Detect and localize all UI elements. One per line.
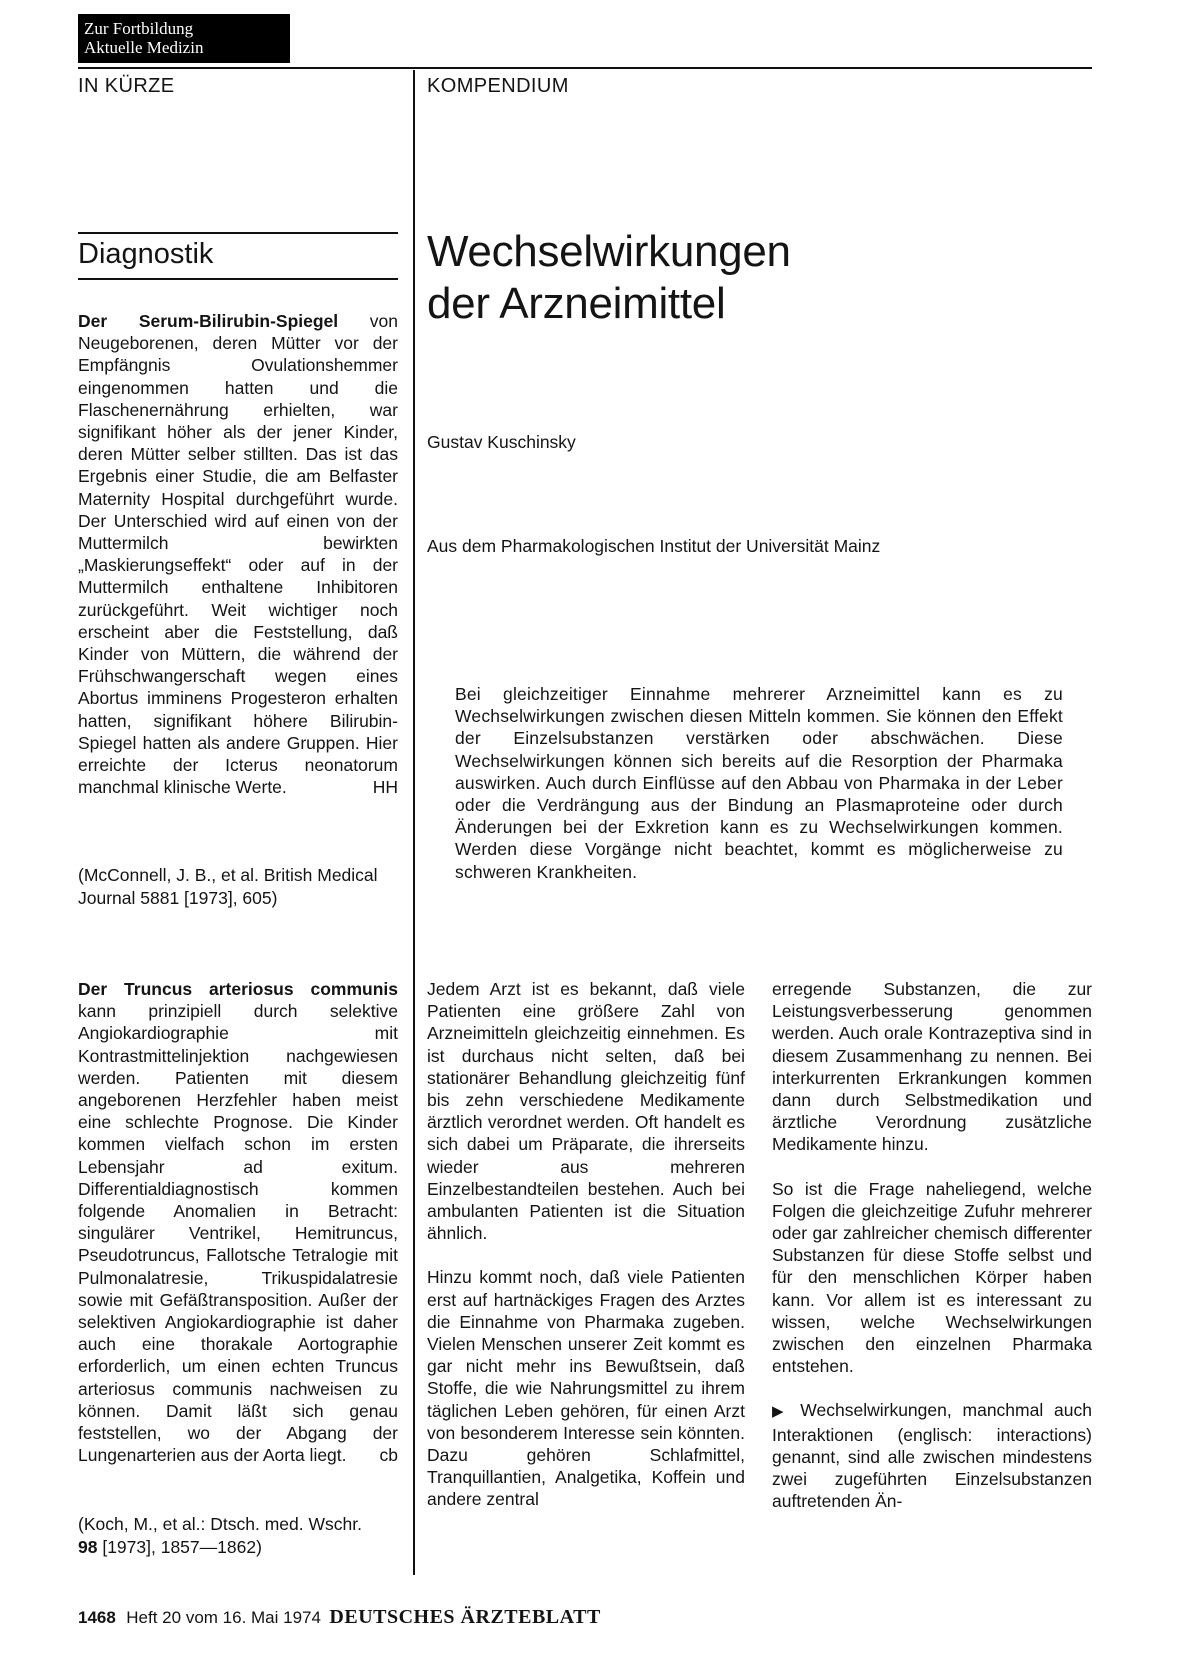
article-col2-paragraph-3-text: Wechselwirkungen, manchmal auch Interaktionen (englisch: interactions) genannt, sind alle zwischen mindestens zwei zugeführten Einzelsubstanzen auftretenden Än- (772, 1400, 1092, 1512)
brief-truncus-signature: cb (379, 1445, 398, 1466)
article-column-1 (427, 978, 745, 1511)
section-label-in-kuerze: IN KÜRZE (78, 75, 175, 97)
diagnostik-underline (78, 278, 398, 280)
diagnostik-rule (78, 232, 398, 234)
brief-truncus-text (78, 978, 398, 1466)
article-column-2 (772, 978, 1092, 1512)
article-title (427, 226, 1027, 330)
brief-truncus-ref-volume: 98 (78, 1537, 98, 1557)
triangle-bullet-icon: ▶ (772, 1403, 790, 1421)
diagnostik-heading: Diagnostik (78, 238, 214, 270)
article-title-line-1: Wechselwirkungen (427, 227, 791, 276)
badge-line-1: Zur Fortbildung (84, 19, 194, 38)
article-col2-paragraph-3 (772, 1399, 1092, 1512)
brief-truncus (78, 978, 398, 1466)
brief-truncus-body: kann prinzipiell durch selektive Angiokardiographie mit Kontrastmittelinjektion nachgewiesen werden. Patienten mit diesem angeborenen Herzfehler haben meist eine schlechte Prognose. Die Kinder kommen vielfach schon im ersten Lebensjahr ad exitum. Differentialdiagnostisch kommen folgende Anomalien in Betracht: singulärer Ventrikel, Hemitruncus, Pseudotruncus, Fallotsche Tetralogie mit Pulmonalatresie, Trikuspidalatresie sowie mit Gefäßtransposition. Außer der selektiven Angiokardiographie ist daher auch eine thorakale Aortographie erforderlich, um einen echten Truncus arteriosus communis nachweisen zu können. Damit läßt sich genau feststellen, wo der Abgang der Lungenarterien aus der Aorta liegt. (78, 1001, 398, 1466)
brief-bilirubin-body: von Neugeborenen, deren Mütter vor der Empfängnis Ovulationshemmer eingenommen hatten und die Flaschenernährung erhielten, war signifikant höher als der jener Kinder, deren Mütter selber stillten. Das ist das Ergebnis einer Studie, die am Belfaster Maternity Hospital durchgeführt wurde. Der Unterschied wird auf einen von der Muttermilch bewirkten „Maskierungseffekt“ oder auf in der Muttermilch enthaltene Inhibitoren zurückgeführt. Weit wichtiger noch erscheint aber die Feststellung, daß Kinder von Müttern, die während der Frühschwangerschaft wegen eines Abortus imminens Progesteron erhalten hatten, signifikant höhere Bilirubin-Spiegel hatten als andere Gruppen. Hier erreichte der Icterus neonatorum manchmal klinische Werte. (78, 311, 399, 798)
journal-brand: DEUTSCHES ÄRZTEBLATT (329, 1606, 601, 1628)
top-rule (78, 67, 1092, 69)
column-divider (413, 70, 415, 1575)
brief-bilirubin-text (78, 310, 398, 798)
section-label-kompendium: KOMPENDIUM (427, 75, 569, 97)
brief-truncus-ref-prefix: (Koch, M., et al.: Dtsch. med. Wschr. (78, 1514, 362, 1534)
article-col2-paragraph-1: erregende Substanzen, die zur Leistungsverbesserung genommen werden. Auch orale Kontrazeptiva sind in diesem Zusammenhang zu nennen. Bei interkurrenten Erkrankungen kommen dann durch Selbstmedikation und ärztliche Verordnung zusätzliche Medikamente hinzu. (772, 979, 1092, 1155)
page-footer (78, 1606, 601, 1629)
issue-info: Heft 20 vom 16. Mai 1974 (126, 1608, 321, 1627)
brief-bilirubin-signature: HH (372, 777, 398, 798)
brief-truncus-reference (78, 1513, 398, 1559)
article-affiliation: Aus dem Pharmakologischen Institut der Universität Mainz (427, 536, 881, 556)
article-title-line-2: der Arzneimittel (427, 279, 726, 328)
article-author: Gustav Kuschinsky (427, 432, 576, 452)
article-col1-paragraph-2: Hinzu kommt noch, daß viele Patienten erst auf hartnäckiges Fragen des Arztes die Einnahme von Pharmaka zugeben. Vielen Menschen unserer Zeit kommt es gar nicht mehr ins Bewußtsein, daß Stoffe, die wie Nahrungsmittel zu ihrem täglichen Leben gehören, für einen Arzt von besonderem Interesse sein könnten. Dazu gehören Schlafmittel, Tranquillantien, Analgetika, Koffein und andere zentral (427, 1267, 745, 1510)
article-col2-paragraph-2: So ist die Frage naheliegend, welche Folgen die gleichzeitige Zufuhr mehrerer oder gar zahlreicher chemisch differenter Substanzen für diese Stoffe selbst und für den menschlichen Körper haben kann. Vor allem ist es interessant zu wissen, welche Wechselwirkungen zwischen den einzelnen Pharmaka entstehen. (772, 1178, 1092, 1377)
page-number: 1468 (78, 1608, 116, 1627)
article-abstract: Bei gleichzeitiger Einnahme mehrerer Arzneimittel kann es zu Wechselwirkungen zwischen diesen Mitteln kommen. Sie können den Effekt der Einzelsubstanzen verstärken oder abschwächen. Diese Wechselwirkungen können sich bereits auf die Resorption der Pharmaka auswirken. Auch durch Einflüsse auf den Abbau von Pharmaka in der Leber oder die Verdrängung aus der Bindung an Plasmaproteine oder durch Änderungen bei der Exkretion kann es zu Wechselwirkungen kommen. Werden diese Vorgänge nicht beachtet, kommt es möglicherweise zu schweren Krankheiten. (455, 684, 1063, 882)
brief-bilirubin-reference: (McConnell, J. B., et al. British Medical Journal 5881 [1973], 605) (78, 865, 378, 908)
brief-bilirubin (78, 310, 398, 798)
journal-badge (78, 14, 290, 63)
brief-truncus-ref-suffix: [1973], 1857—1862) (97, 1537, 262, 1557)
article-col1-paragraph-1: Jedem Arzt ist es bekannt, daß viele Patienten eine größere Zahl von Arzneimitteln gleichzeitig einnehmen. Es ist durchaus nicht selten, daß bei stationärer Behandlung gleichzeitig fünf bis zehn verschiedene Medikamente ärztlich verordnet werden. Oft handelt es sich dabei um Präparate, die ihrerseits wieder aus mehreren Einzelbestandteilen bestehen. Auch bei ambulanten Patienten ist die Situation ähnlich. (427, 979, 745, 1244)
badge-line-2: Aktuelle Medizin (84, 38, 204, 57)
brief-bilirubin-lead: Der Serum-Bilirubin-Spiegel (78, 311, 339, 331)
brief-truncus-lead: Der Truncus arteriosus communis (78, 979, 398, 999)
